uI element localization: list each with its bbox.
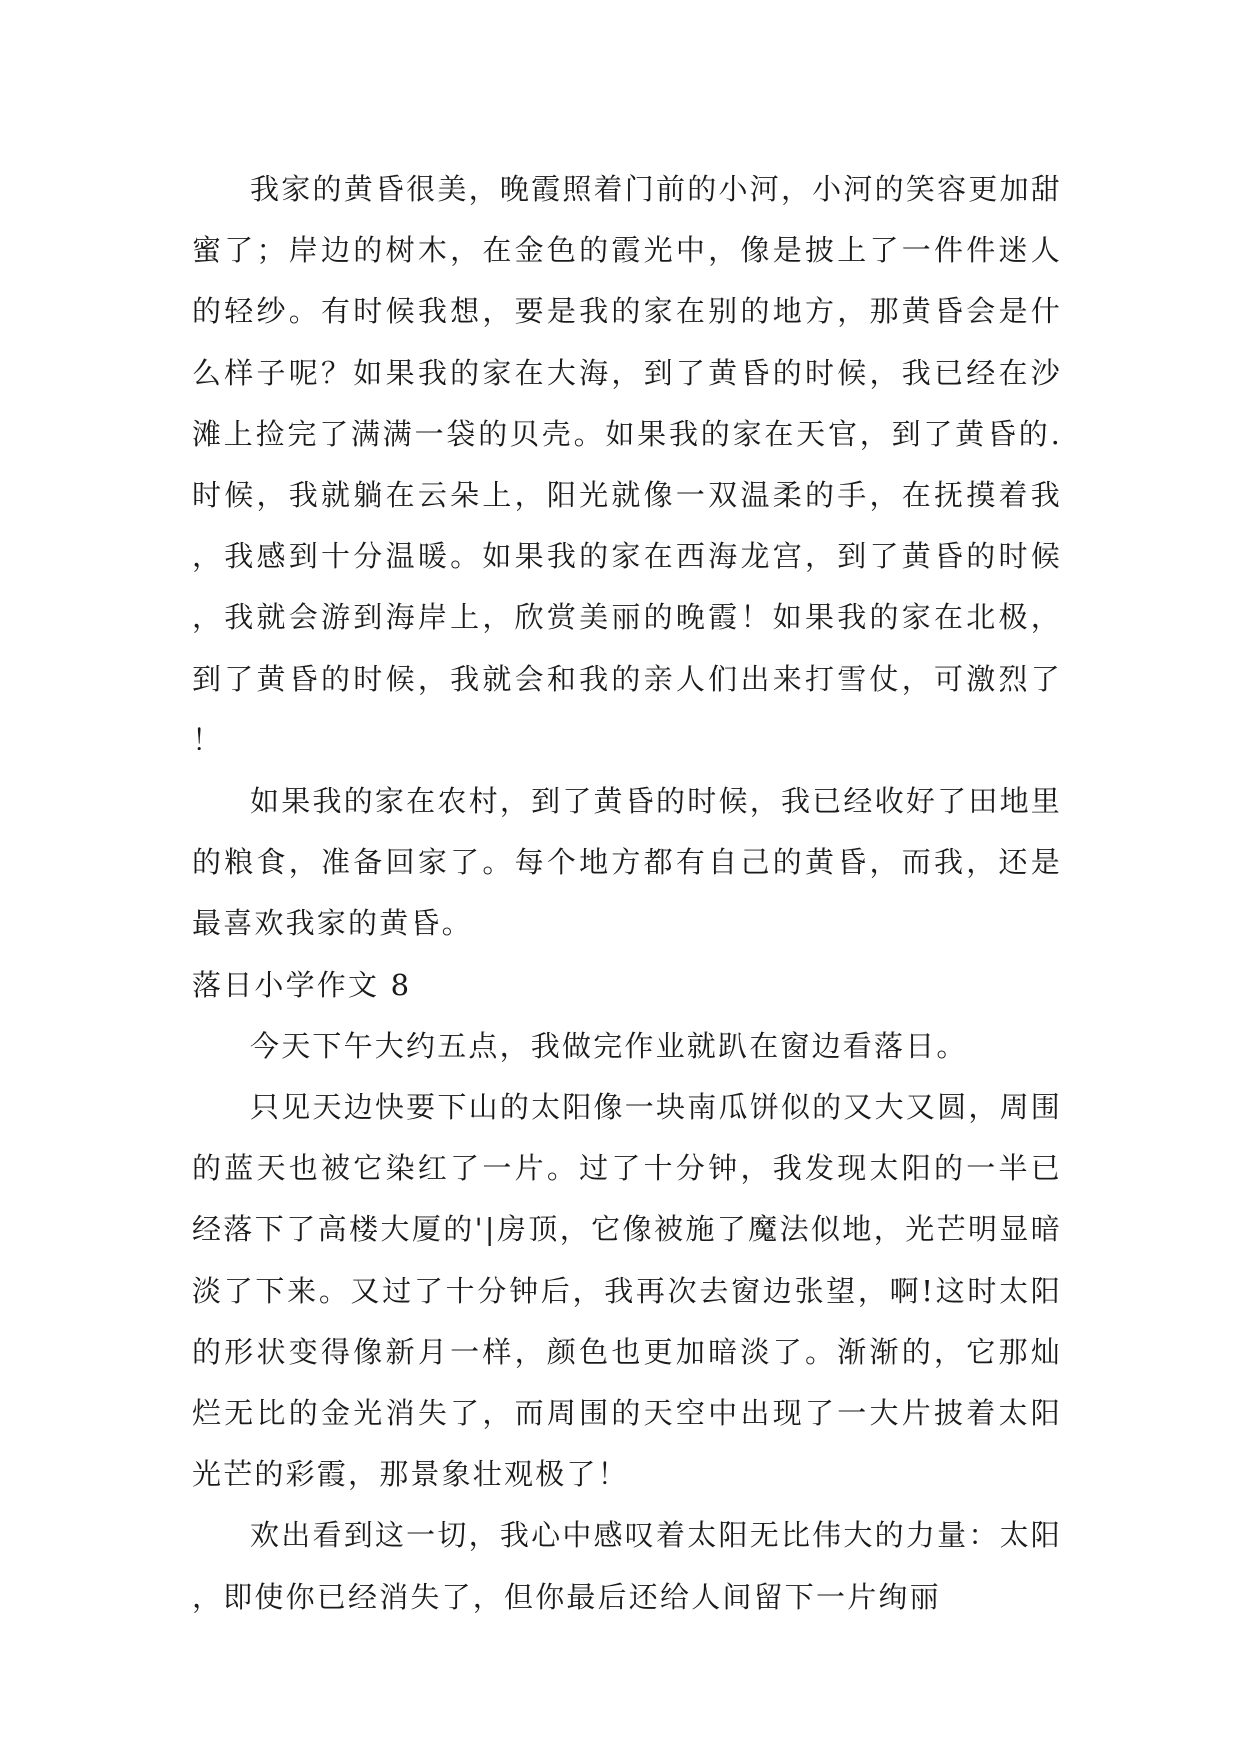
paragraph-dusk-conclusion: 如果我的家在农村，到了黄昏的时候，我已经收好了田地里的粮食，准备回家了。每个地方都有自己的黄昏，而我，还是最喜欢我家的黄昏。 xyxy=(192,784,1062,941)
document-body xyxy=(192,159,1062,1628)
paragraph-sunset-reflection: 欢出看到这一切，我心中感叹着太阳无比伟大的力量：太阳，即使你已经消失了，但你最后还给人间留下一片绚丽 xyxy=(192,1518,1062,1614)
paragraph-dusk-imagination: 我家的黄昏很美，晚霞照着门前的小河，小河的笑容更加甜蜜了；岸边的树木，在金色的霞光中，像是披上了一件件迷人的轻纱。有时候我想，要是我的家在别的地方，那黄昏会是什么样子呢？如果我的家在大海，到了黄昏的时候，我已经在沙滩上捡完了满满一袋的贝壳。如果我的家在天官，到了黄昏的.时候，我就躺在云朵上，阳光就像一双温柔的手，在抚摸着我，我感到十分温暖。如果我的家在西海龙宫，到了黄昏的时候，我就会游到海岸上，欣赏美丽的晚霞！如果我的家在北极，到了黄昏的时候，我就会和我的亲人们出来打雪仗，可激烈了！ xyxy=(192,172,1062,757)
paragraph-sunset-description: 只见天边快要下山的太阳像一块南瓜饼似的又大又圆，周围的蓝天也被它染红了一片。过了十分钟，我发现太阳的一半已经落下了高楼大厦的'|房顶，它像被施了魔法似地，光芒明显暗淡了下来。又过了十分钟后，我再次去窗边张望，啊!这时太阳的形状变得像新月一样，颜色也更加暗淡了。渐渐的，它那灿烂无比的金光消失了，而周围的天空中出现了一大片披着太阳光芒的彩霞，那景象壮观极了！ xyxy=(192,1090,1062,1492)
paragraph-sunset-intro: 今天下午大约五点，我做完作业就趴在窗边看落日。 xyxy=(250,1028,968,1063)
section-title: 落日小学作文 8 xyxy=(192,967,412,1002)
